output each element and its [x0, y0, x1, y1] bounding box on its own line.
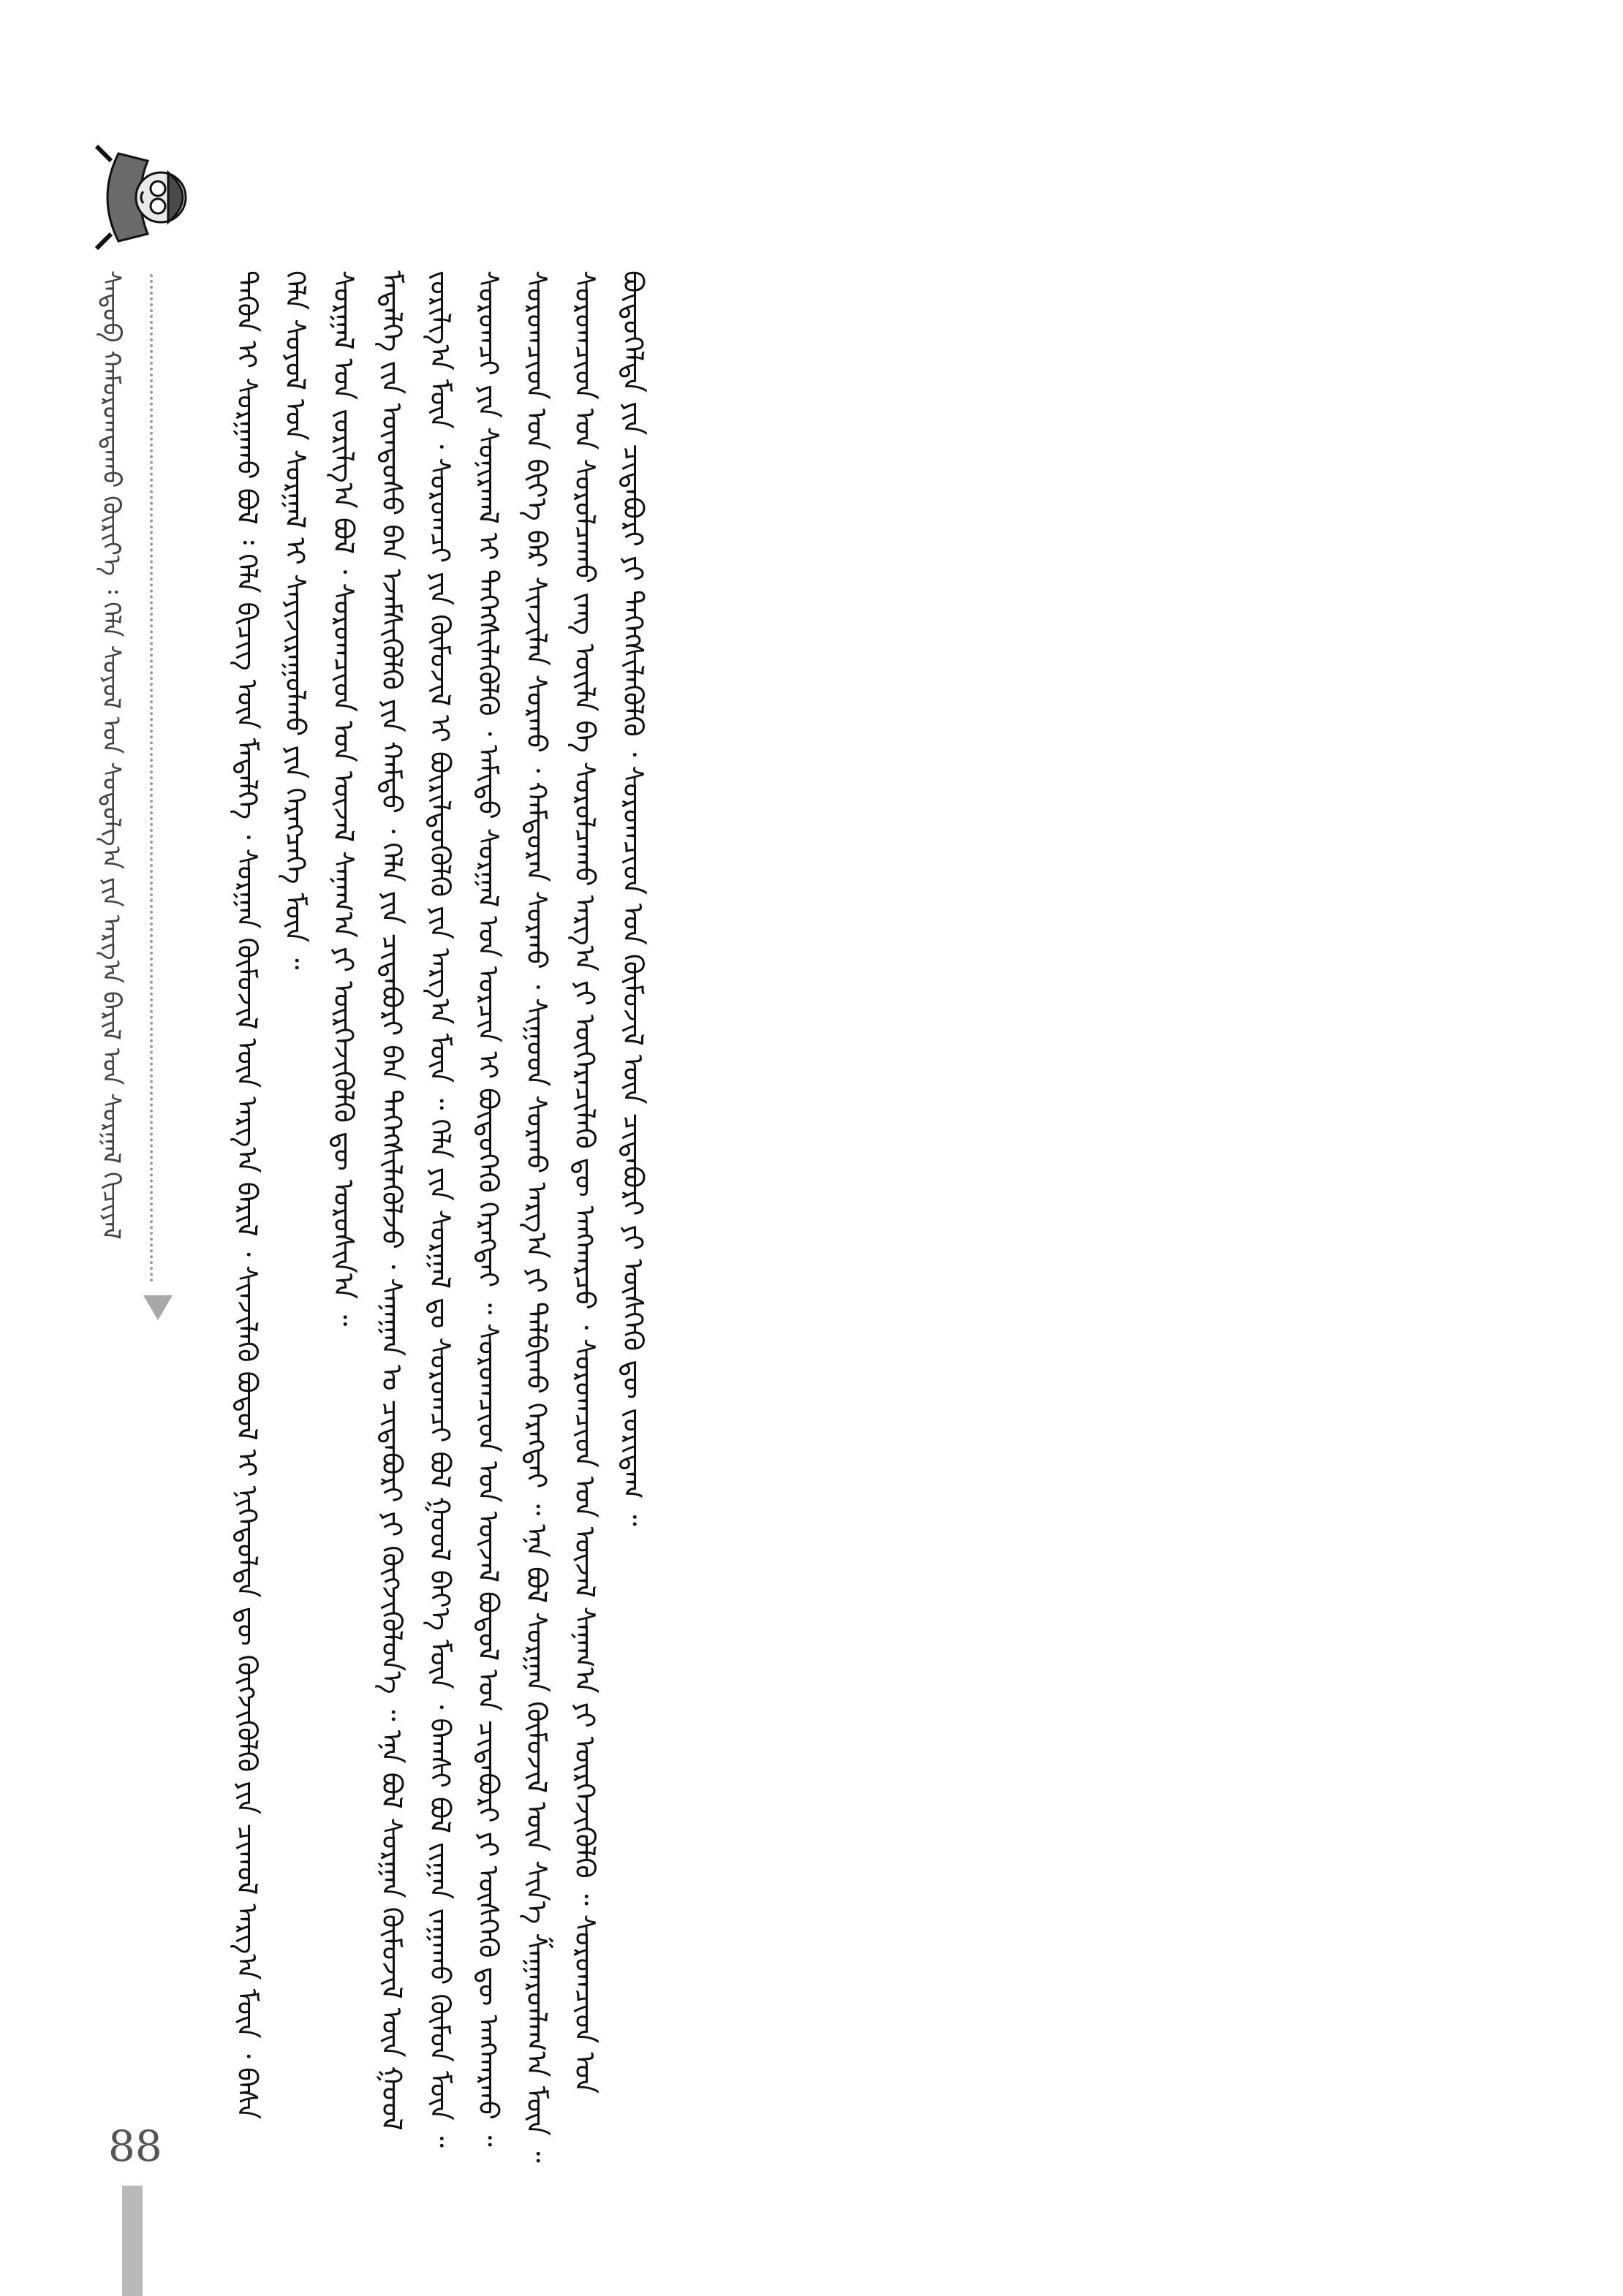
paragraph: ᠰᠤᠷᠭᠠᠯ ᠤᠨ ᠵᠣᠷᠢᠯᠭ᠎ᠠ ᠪᠣᠯ ᠂ ᠰᠤᠷᠤᠭᠴᠢᠳ ᠤᠨ ᠦᠵᠡᠯ ᠰᠠᠨᠠᠭ᠎ᠠ ᠶᠢ ᠥᠷᠭᠡᠵᠢᠭᠦᠯᠬᠦ ᠳᠦ ᠣᠷᠤᠰᠢᠨ᠎ᠠ ᠃: [328, 270, 360, 1327]
body-text: [223, 227, 1334, 2164]
page-edge-tab: [122, 2186, 143, 2296]
running-header: ᠰᠡᠳᠦᠪ ᠬᠠᠮᠤᠷᠤᠭᠳᠠᠬᠤ ᠬᠦᠷᠢᠶ᠎ᠡ ᠄ ᠬᠡᠯᠡ ᠰᠣᠶᠤᠯ ᠤᠨ ᠰᠤᠳᠤᠯᠭ᠎ᠠ ᠶᠢᠨ ᠠᠷᠭ᠎ᠠ ᠪᠠᠷᠢᠯ ᠤᠨ ᠰᠤᠷᠭᠠᠯ ᠬᠢᠴᠢᠶᠡᠯ: [97, 270, 126, 1240]
paragraph: ᠲᠡᠭᠦᠨ ᠢ ᠰᠤᠷᠭᠠᠬᠤ ᠪᠣᠯ ᠄ ᠬᠡᠯᠡ ᠪᠢᠴᠢᠭ ᠦᠨ ᠮᠡᠳᠡᠯᠭᠡ ᠂ ᠰᠤᠷᠭᠠᠨ ᠬᠦᠮᠦᠵᠢᠯ ᠦᠨ ᠠᠷᠭ᠎ᠠ ᠪᠠᠷᠢᠯ ᠂ ᠰᠢᠨᠵᠢᠯᠡᠬᠦ ᠪᠣᠳᠣᠯ ᠢ ᠨᠢᠭᠡᠳᠦᠯᠳᠡ ᠳᠦ ᠬᠥᠭᠵᠢᠭᠦᠯᠬᠦ ᠶᠢᠨ ᠴᠢᠬᠤᠯ ᠠᠷᠭ᠎ᠠ ᠮᠥᠨ ᠂ ᠪᠠᠰᠠ ᠬᠡᠯᠡ ᠰᠤᠶᠤᠯ ᠤᠨ ᠰᠤᠷᠭᠠᠯ ᠢ ᠰᠠᠶᠢᠵᠢᠷᠠᠭᠤᠯᠬᠤ ᠶᠢᠨ ᠬᠡᠷᠡᠭᠴᠡᠭᠡ ᠮᠥᠨ ᠃: [231, 270, 311, 2120]
page-number: 88: [108, 2121, 162, 2171]
paragraph: ᠮᠡᠳᠡᠯᠭᠡ ᠵᠢᠨ ᠦᠨᠳᠦᠰᠦ ᠪᠡᠨ ᠡᠵᠡᠮᠰᠢᠭᠦᠯᠬᠦ ᠶᠢᠨ ᠬᠠᠮᠲᠤ ᠂ ᠬᠡᠯᠡ ᠶᠢᠨ ᠴᠢᠳᠠᠪᠤᠷᠢ ᠪᠠᠨ ᠳᠡᠭᠡᠭᠰᠢᠯᠡᠭᠦᠯᠵᠦ ᠂ ᠰᠠᠨᠠᠭᠠᠨ ᠤ ᠴᠢᠳᠠᠪᠤᠷᠢ ᠶᠢ ᠬᠥᠭᠵᠢᠭᠦᠯᠦᠨ᠎ᠡ ᠃ ᠡᠨᠡ ᠪᠣᠯ ᠰᠤᠷᠭᠠᠨ ᠬᠦᠮᠦᠵᠢᠯ ᠦᠨ ᠭᠣᠣᠯ ᠵᠣᠷᠢᠯᠭ᠎ᠠ ᠮᠥᠨ ᠂ ᠰᠤᠷᠤᠭᠴᠢ ᠶᠢᠨ ᠬᠦᠮᠦᠵᠢᠯ ᠢ ᠪᠦᠷᠢᠯᠳᠦᠭᠦᠯᠬᠦ ᠶᠢᠨ ᠠᠷᠭ᠎ᠠ ᠮᠥᠨ ᠃ ᠬᠡᠯᠡ ᠶᠢᠨ ᠰᠤᠷᠭᠠᠯ ᠳᠤ ᠰᠤᠷᠤᠭᠴᠢ ᠪᠣᠯ ᠭᠣᠣᠯ ᠪᠡᠶ᠎ᠡ ᠮᠥᠨ ᠂ ᠪᠠᠭᠰᠢ ᠪᠣᠯ ᠵᠢᠭᠠᠨ ᠵᠠᠭᠠᠬᠤ ᠬᠦᠮᠦᠨ ᠮᠥᠨ ᠃ ᠰᠤᠷᠤᠭᠴᠢ ᠶᠢᠨ ᠰᠣᠨᠢᠷᠬᠠᠯ ᠢ ᠳᠡᠭᠡᠭᠰᠢᠯᠡᠭᠦᠯᠬᠦ ᠂ ᠠᠮᠢᠳᠤ ᠰᠤᠷᠭᠠᠯ ᠤᠨ ᠣᠷᠴᠢᠨ ᠢ ᠪᠦᠲᠦᠭᠡᠬᠦ ᠬᠡᠷᠡᠭᠲᠡᠢ ᠃ ᠰᠤᠷᠤᠭᠴᠢᠳ ᠤᠨ ᠦᠵᠡᠯ ᠪᠣᠳᠣᠯ ᠤᠨ ᠴᠢᠳᠠᠪᠤᠷᠢ ᠶᠢ ᠥᠰᠬᠡᠬᠦ ᠳᠦ ᠠᠩᠬᠠᠷᠬᠤ ᠃ ᠰᠤᠷᠤᠭᠴᠢᠳ ᠤᠨ ᠪᠢᠶ᠎ᠡ ᠪᠡᠷ ᠰᠢᠨᠵᠢᠯᠡᠨ ᠰᠤᠷᠬᠤ ᠂ ᠬᠠᠮᠳᠤᠷᠠᠨ ᠰᠤᠷᠬᠤ ᠂ ᠰᠢᠭᠤᠳ ᠰᠤᠷᠬᠤ ᠠᠷᠭ᠎ᠠ ᠶᠢ ᠲᠠᠯᠪᠢᠬᠤ ᠬᠡᠷᠡᠭᠲᠡᠢ ᠃ ᠡᠨᠡ ᠪᠣᠯ ᠰᠤᠷᠭᠠᠨ ᠬᠦᠮᠦᠵᠢᠯ ᠦᠨ ᠰᠢᠨ᠎ᠡ ᠱᠠᠭᠠᠷᠳᠯᠠᠭ᠎ᠠ ᠮᠥᠨ ᠃: [376, 270, 553, 2163]
mascot-illustration: [67, 132, 213, 263]
header-divider: [150, 274, 153, 1283]
paragraph: ᠰᠤᠷᠤᠭᠴᠢᠳ ᠤᠨ ᠰᠤᠷᠤᠯᠴᠠᠬᠤ ᠵᠠᠩ ᠦᠢᠯᠡ ᠪᠠ ᠰᠤᠷᠤᠯᠴᠠᠬᠤ ᠠᠷᠭ᠎ᠠ ᠶᠢ ᠥᠭᠡᠷᠡᠴᠢᠯᠡᠬᠦ ᠳᠦ ᠠᠩᠬᠠᠷᠴᠤ ᠂ ᠰᠤᠷᠤᠭᠴᠢᠳ ᠤᠨ ᠦᠵᠡᠯ ᠰᠠᠨᠠᠭ᠎ᠠ ᠶᠢ ᠥᠷᠭᠡᠵᠢᠭᠦᠯᠬᠦ ᠃ ᠰᠤᠷᠤᠭᠴᠢᠳ ᠤᠨ ᠪᠦᠲᠦᠭᠡᠯᠲᠡ ᠶᠢᠨ ᠴᠢᠳᠠᠪᠤᠷᠢ ᠶᠢ ᠳᠡᠭᠡᠭᠰᠢᠯᠡᠭᠦᠯᠬᠦ ᠂ ᠰᠤᠷᠤᠭᠴᠢᠳ ᠤᠨ ᠬᠦᠮᠦᠵᠢᠯ ᠦᠨ ᠴᠢᠳᠠᠪᠤᠷᠢ ᠶᠢ ᠥᠰᠬᠡᠬᠦ ᠳᠦ ᠵᠣᠷᠢᠳᠠᠭ ᠃: [569, 270, 649, 2094]
triangle-marker-icon: [143, 1295, 173, 1320]
